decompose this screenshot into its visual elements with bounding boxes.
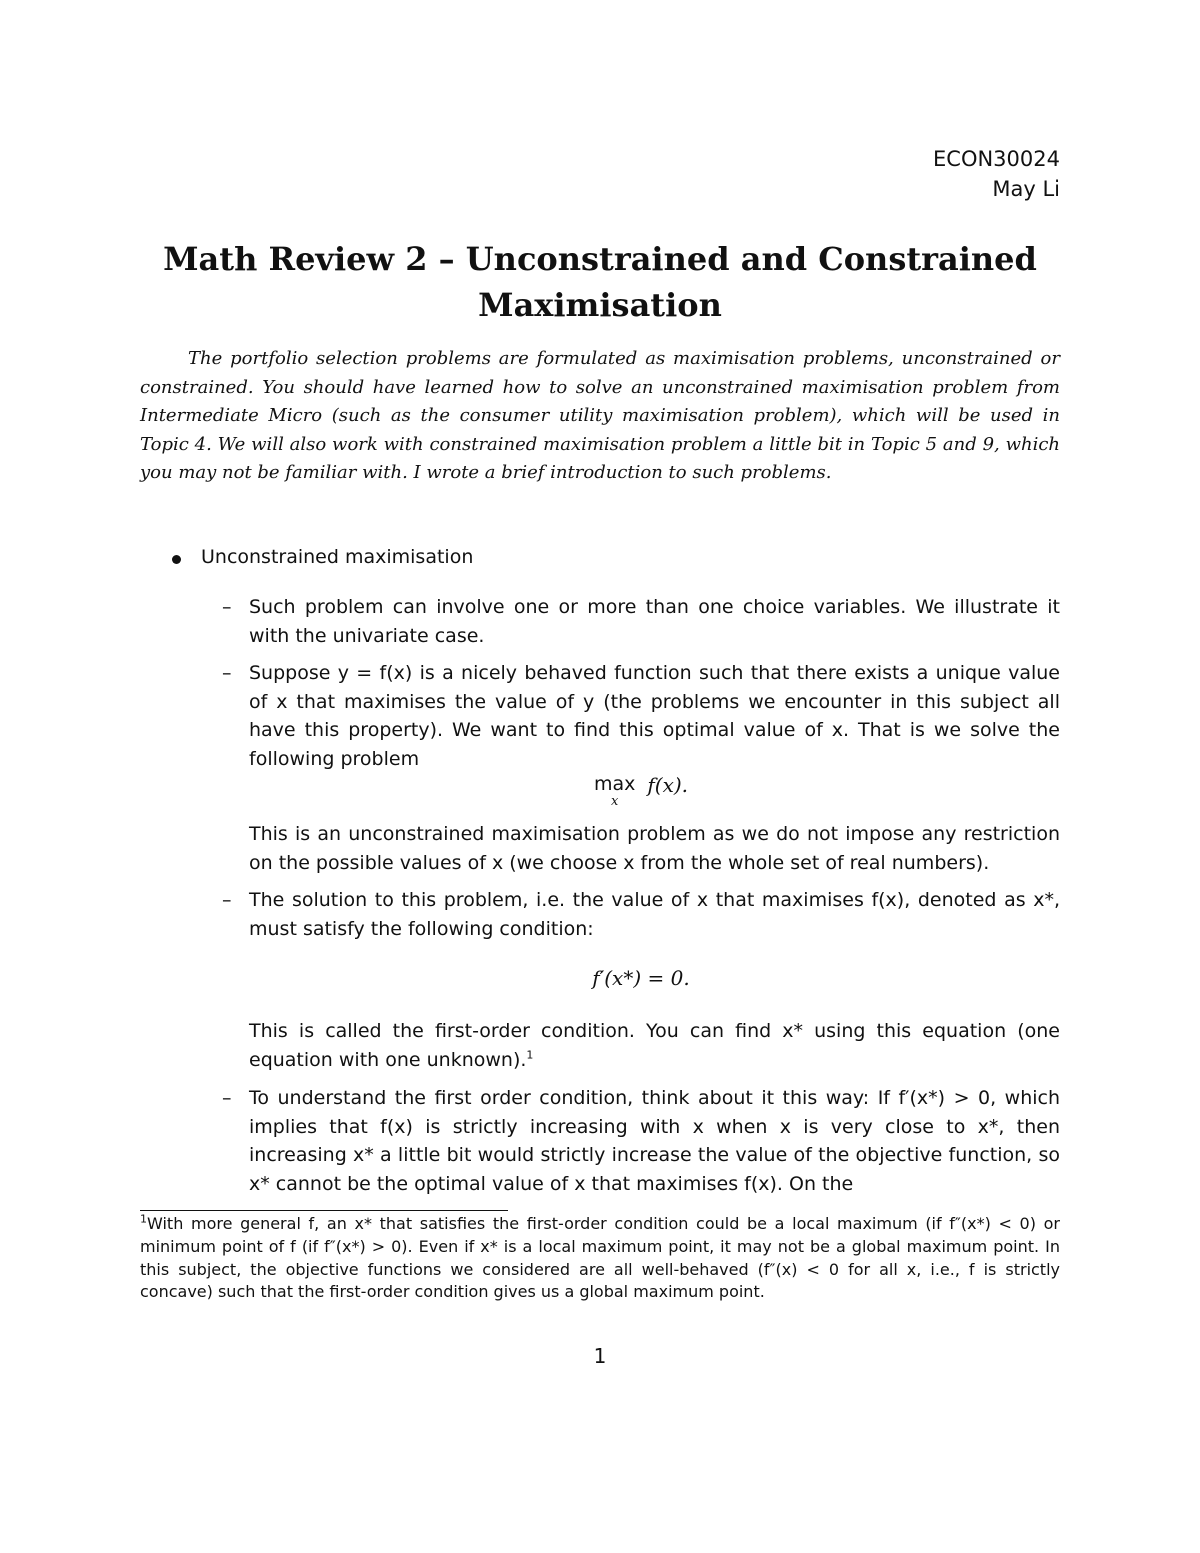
author-name: May Li <box>992 177 1060 201</box>
footnote-reference: 1 <box>526 1048 534 1062</box>
footnote-mark: 1 <box>140 1212 147 1226</box>
course-code: ECON30024 <box>933 147 1060 171</box>
abstract-paragraph: The portfolio selection problems are formulated as maximisation problems, unconstrained or constrained. You should have learned how to solve an unconstrained maximisation problem from Intermediate Micro (such as the consumer utility maximisation problem), which will be used in Topic 4. We will also work with constrained maximisation problem a little bit in Topic 5 and 9, which you may not be familiar with. I wrote a brief introduction to such problems. <box>140 348 1060 484</box>
item-3-cont-text: This is called the first-order condition. You can find x* using this equation (one equation with one unknown). <box>249 1020 1060 1071</box>
dash-marker: – <box>222 1087 232 1109</box>
list-item-2-continuation <box>222 820 1060 877</box>
bullet-label: Unconstrained maximisation <box>201 546 474 568</box>
item-4-text: To understand the first order condition, think about it this way: If f′(x*) > 0, which implies that f(x) is strictly increasing with x when x is very close to x*, then increasing x* a little bit would strictly increase the value of the objective function, so x* cannot be the optimal value of x that maximises f(x). On the <box>249 1087 1060 1195</box>
first-order-condition-equation: f′(x*) = 0. <box>592 966 690 990</box>
bullet-marker <box>172 555 181 564</box>
list-item-3 <box>222 886 1060 943</box>
list-item-1 <box>222 593 1060 650</box>
eq-max-objective: f(x). <box>647 773 689 797</box>
dash-marker: – <box>222 596 232 618</box>
page-number: 1 <box>593 1344 607 1368</box>
title-line-1: Math Review 2 – Unconstrained and Constrained <box>163 240 1037 278</box>
list-item-2 <box>222 659 1060 773</box>
document-title <box>140 236 1060 328</box>
eq-max-operator: max <box>593 773 636 795</box>
dash-marker: – <box>222 662 232 684</box>
footnote <box>140 1213 1060 1304</box>
item-2-text: Suppose y = f(x) is a nicely behaved function such that there exists a unique value of x that maximises the value of y (the problems we encounter in this subject all have this property). We want to find this optimal value of x. That is we solve the following problem <box>249 662 1060 770</box>
footnote-divider <box>140 1210 508 1211</box>
dash-marker: – <box>222 889 232 911</box>
eq-max-subscript: x <box>611 794 619 809</box>
footnote-text: With more general f, an x* that satisfies the first-order condition could be a local maximum (if f″(x*) < 0) or minimum point of f (if f″(x*) > 0). Even if x* is a local maximum point, it may not be a global maximum point. In this subject, the objective functions we considered are all well-behaved (f″(x) < 0 for all x, i.e., f is strictly concave) such that the first-order condition gives us a global maximum point. <box>140 1214 1060 1302</box>
list-item-4 <box>222 1084 1060 1198</box>
title-line-2: Maximisation <box>478 286 722 324</box>
equation-max <box>222 773 1060 809</box>
item-1-text: Such problem can involve one or more than one choice variables. We illustrate it with the univariate case. <box>249 596 1060 647</box>
document-header <box>933 144 1060 204</box>
list-item-3-continuation <box>222 1017 1060 1074</box>
item-2-cont-text: This is an unconstrained maximisation problem as we do not impose any restriction on the possible values of x (we choose x from the whole set of real numbers). <box>249 823 1060 874</box>
item-3-text: The solution to this problem, i.e. the value of x that maximises f(x), denoted as x*, must satisfy the following condition: <box>249 889 1060 940</box>
